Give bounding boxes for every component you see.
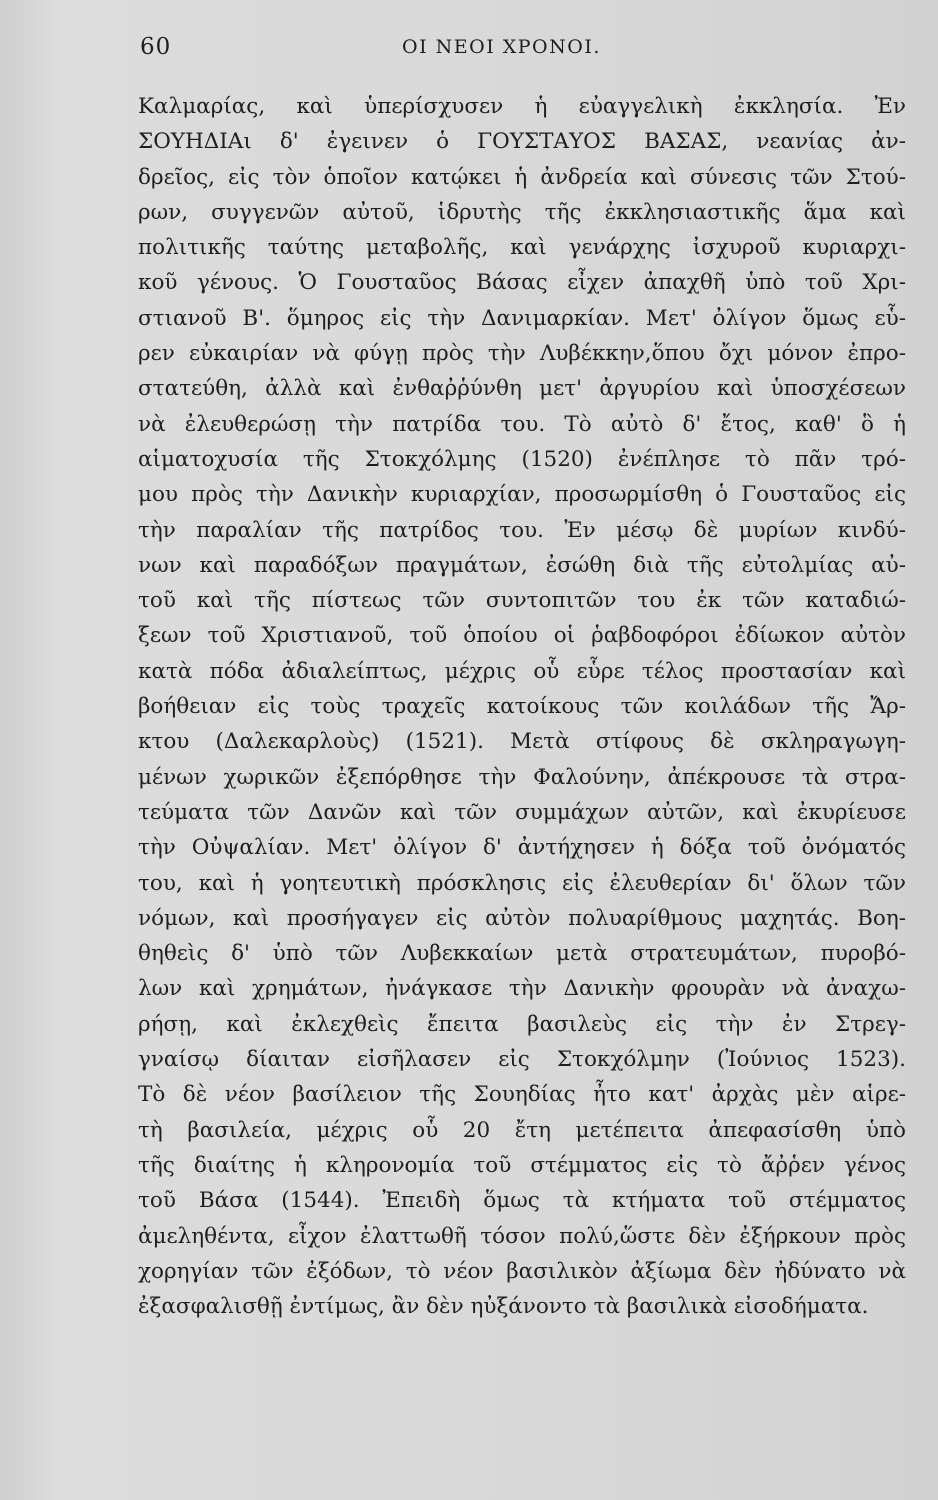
text-line: στατεύθη, ἀλλὰ καὶ ἐνθαῤῥύνθη μετ' ἀργυρίου καὶ ὑποσχέσεων: [138, 376, 906, 402]
text-line: ξεων τοῦ Χριστιανοῦ, τοῦ ὁποίου οἱ ῥαβδοφόροι ἐδίωκον αὐτὸν: [138, 623, 906, 649]
text-line: κοῦ γένους. Ὁ Γουσταῦος Βάσας εἶχεν ἀπαχθῆ ὑπὸ τοῦ Χρι-: [138, 270, 906, 296]
text-line: ΣΟΥΗΔΙΑι δ' ἐγεινεν ὁ ΓΟΥΣΤΑΥΟΣ ΒΑΣΑΣ, νεανίας ἀν-: [138, 129, 906, 155]
body-text: [138, 89, 906, 1324]
text-line: πολιτικῆς ταύτης μεταβολῆς, καὶ γενάρχης ἰσχυροῦ κυριαρχι-: [138, 235, 906, 261]
text-line: μένων χωρικῶν ἐξεπόρθησε τὴν Φαλούνην, ἀπέκρουσε τὰ στρα-: [138, 764, 906, 790]
text-line: θηθεὶς δ' ὑπὸ τῶν Λυβεκκαίων μετὰ στρατευμάτων, πυροβό-: [138, 941, 906, 967]
text-line: βοήθειαν εἰς τοὺς τραχεῖς κατοίκους τῶν κοιλάδων τῆς Ἄρ-: [138, 694, 906, 720]
text-line: δρεῖος, εἰς τὸν ὁποῖον κατῴκει ἡ ἀνδρεία καὶ σύνεσις τῶν Στού-: [138, 164, 906, 190]
text-line: του, καὶ ἡ γοητευτικὴ πρόσκλησις εἰς ἐλευθερίαν δι' ὅλων τῶν: [138, 870, 906, 896]
text-line: χορηγίαν τῶν ἐξόδων, τὸ νέον βασιλικὸν ἀξίωμα δὲν ἠδύνατο νὰ: [138, 1258, 906, 1284]
page-number: 60: [140, 34, 172, 60]
text-line: ρων, συγγενῶν αὐτοῦ, ἱδρυτὴς τῆς ἐκκλησιαστικῆς ἅμα καὶ: [138, 199, 906, 225]
text-line: τοῦ καὶ τῆς πίστεως τῶν συντοπιτῶν του ἐκ τῶν καταδιώ-: [138, 588, 906, 614]
text-line: τοῦ Βάσα (1544). Ἐπειδὴ ὅμως τὰ κτήματα τοῦ στέμματος: [138, 1188, 906, 1214]
text-line: νόμων, καὶ προσήγαγεν εἰς αὐτὸν πολυαρίθμους μαχητάς. Βοη-: [138, 905, 906, 931]
text-line: ἐξασφαλισθῇ ἐντίμως, ἂν δὲν ηὐξάνοντο τὰ βασιλικὰ εἰσοδήματα.: [138, 1294, 869, 1320]
text-line: κατὰ πόδα ἀδιαλείπτως, μέχρις οὗ εὗρε τέλος προστασίαν καὶ: [138, 658, 906, 684]
text-line: ἀμεληθέντα, εἶχον ἐλαττωθῆ τόσον πολύ,ὥστε δὲν ἐξήρκουν πρὸς: [138, 1223, 906, 1249]
text-line: κτου (Δαλεκαρλοὺς) (1521). Μετὰ στίφους δὲ σκληραγωγη-: [138, 729, 906, 755]
running-title: ΟΙ ΝΕΟΙ ΧΡΟΝΟΙ.: [402, 36, 601, 58]
text-line: στιανοῦ Β'. ὅμηρος εἰς τὴν Δανιμαρκίαν. Μετ' ὀλίγον ὅμως εὗ-: [138, 305, 906, 331]
text-line: νὰ ἐλευθερώσῃ τὴν πατρίδα του. Τὸ αὐτὸ δ' ἔτος, καθ' ὃ ἡ: [138, 411, 906, 437]
page-header: [140, 34, 900, 64]
text-line: τὴν παραλίαν τῆς πατρίδος του. Ἐν μέσῳ δὲ μυρίων κινδύ-: [138, 517, 906, 543]
text-line: γναίσῳ δίαιταν εἰσῆλασεν εἰς Στοκχόλμην (Ἰούνιος 1523).: [138, 1047, 906, 1073]
text-line: αἱματοχυσία τῆς Στοκχόλμης (1520) ἐνέπλησε τὸ πᾶν τρό-: [138, 446, 906, 472]
text-line: Καλμαρίας, καὶ ὑπερίσχυσεν ἡ εὐαγγελικὴ ἐκκλησία. Ἐν: [138, 94, 906, 119]
text-line: λων καὶ χρημάτων, ἠνάγκασε τὴν Δανικὴν φρουρὰν νὰ ἀναχω-: [138, 976, 906, 1002]
text-line: ρεν εὐκαιρίαν νὰ φύγῃ πρὸς τὴν Λυβέκκην,ὅπου ὄχι μόνον ἐπρο-: [138, 341, 906, 367]
text-line: τὴν Οὐψαλίαν. Μετ' ὀλίγον δ' ἀντήχησεν ἡ δόξα τοῦ ὀνόματός: [138, 835, 906, 861]
text-line: νων καὶ παραδόξων πραγμάτων, ἐσώθη διὰ τῆς εὐτολμίας αὐ-: [138, 552, 906, 578]
text-line: τὴ βασιλεία, μέχρις οὗ 20 ἔτη μετέπειτα ἀπεφασίσθη ὑπὸ: [138, 1117, 906, 1143]
text-line: Τὸ δὲ νέον βασίλειον τῆς Σουηδίας ἦτο κατ' ἀρχὰς μὲν αἱρε-: [138, 1082, 906, 1108]
text-line: ρήσῃ, καὶ ἐκλεχθεὶς ἔπειτα βασιλεὺς εἰς τὴν ἐν Στρεγ-: [138, 1011, 906, 1037]
text-line: μου πρὸς τὴν Δανικὴν κυριαρχίαν, προσωρμίσθη ὁ Γουσταῦος εἰς: [138, 482, 906, 508]
text-line: τεύματα τῶν Δανῶν καὶ τῶν συμμάχων αὐτῶν, καὶ ἐκυρίευσε: [138, 799, 906, 825]
text-line: τῆς διαίτης ἡ κληρονομία τοῦ στέμματος εἰς τὸ ἄῤῥεν γένος: [138, 1152, 906, 1178]
